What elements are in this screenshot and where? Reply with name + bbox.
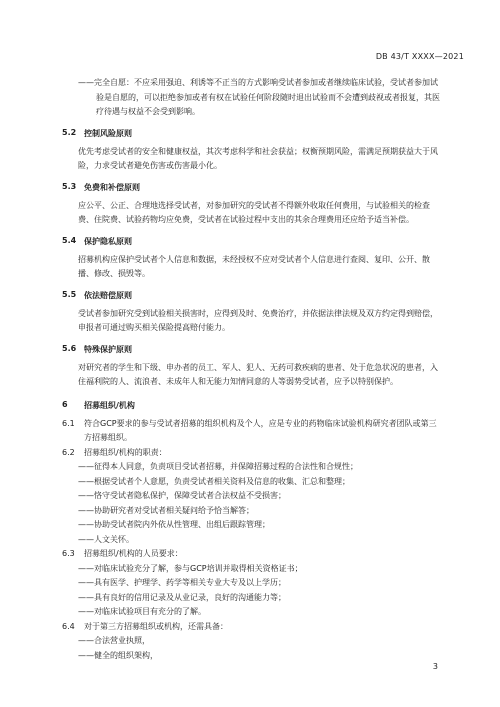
section-body: 招募机构应保护受试者个人信息和数据，未经授权不应对受试者个人信息进行查阅、复印、公开、散播、修改、损毁等。 <box>78 254 430 278</box>
section-5-3 <box>62 182 444 228</box>
list-item: ——对临床试验充分了解，参与GCP培训并取得相关资格证书； <box>78 563 303 573</box>
chapter-title: 招募组织/机构 <box>84 400 135 410</box>
section-number: 5.2 <box>62 127 77 137</box>
section-number: 5.6 <box>62 343 77 353</box>
section-title: 免费和补偿原则 <box>84 182 140 192</box>
item-6-1 <box>62 417 444 446</box>
section-body: 优先考虑受试者的安全和健康权益，其次考虑科学和社会获益；权衡预期风险，需满足预期获益大于风险，力求受试者避免伤害或伤害最小化。 <box>78 146 438 170</box>
chapter-number: 6 <box>62 399 68 409</box>
list-item: ——恪守受试者隐私保护，保障受试者合法权益不受损害； <box>78 491 286 500</box>
section-5-6 <box>62 344 444 390</box>
list-item: ——健全的组织架构， <box>78 650 158 660</box>
section-5-5 <box>62 290 444 336</box>
chapter-6-heading <box>62 400 444 411</box>
item-text: 对于第三方招募组织或机构，还需具备： <box>84 621 228 631</box>
list-item: ——人文关怀。 <box>78 534 134 544</box>
section-number: 5.4 <box>62 235 77 245</box>
section-number: 5.5 <box>62 289 77 299</box>
item-number: 6.3 <box>62 549 75 558</box>
item-6-2 <box>62 446 444 461</box>
item-number: 6.4 <box>62 621 75 631</box>
list-item: ——对临床试验项目有充分的了解。 <box>78 607 206 616</box>
section-title: 依法赔偿原则 <box>84 290 132 300</box>
list-item: ——协助研究者对受试者相关疑问给予恰当解答； <box>78 505 254 515</box>
list-item: ——具有良好的信用记录及从业记录，良好的沟通能力等； <box>78 592 286 602</box>
item-text: 符合GCP要求的参与受试者招募的组织机构及个人，应是专业的药物临床试验机构研究者团队或第三方招募组织。 <box>84 418 437 442</box>
page-content <box>62 76 444 663</box>
list-item: ——协助受试者院内外依从性管理、出组后跟踪管理； <box>78 520 270 529</box>
section-5-4 <box>62 236 444 282</box>
standard-code: DB 43/T XXXX—2021 <box>375 52 464 61</box>
section-title: 特殊保护原则 <box>84 344 132 354</box>
item-number: 6.1 <box>62 418 75 428</box>
list-item: ——征得本人同意，负责项目受试者招募，并保障招募过程的合法性和合规性； <box>78 462 358 471</box>
section-body: 对研究者的学生和下级、申办者的员工、军人、犯人、无药可救疾病的患者、处于危急状况的患者，入住福利院的人、流浪者、未成年人和无能力知情同意的人等弱势受试者，应予以特别保护。 <box>78 362 438 386</box>
item-text: 招募组织/机构的人员要求： <box>84 549 183 558</box>
section-title: 控制风险原则 <box>84 128 132 138</box>
list-item: ——合法营业执照， <box>78 636 150 645</box>
item-number: 6.2 <box>62 447 75 457</box>
item-6-4 <box>62 620 444 635</box>
page-number: 3 <box>432 662 438 671</box>
section-5-2 <box>62 128 444 174</box>
section-number: 5.3 <box>62 181 77 191</box>
item-text: 招募组织/机构的职责： <box>84 447 167 457</box>
section-body: 应公平、公正、合理地选择受试者，对参加研究的受试者不得额外收取任何费用，与试验相关的检查费、住院费、试验药物均应免费，受试者在试验过程中支出的其余合理费用还应给予适当补偿。 <box>78 200 430 224</box>
list-item: ——具有医学、护理学、药学等相关专业大专及以上学历； <box>78 578 286 587</box>
item-6-3 <box>62 547 444 562</box>
list-item: ——根据受试者个人意愿，负责受试者相关资料及信息的收集、汇总和整理； <box>78 476 350 486</box>
intro-item: ——完全自愿：不应采用强迫、利诱等不正当的方式影响受试者参加或者继续临床试验，受试者参加试验是自愿的，可以拒绝参加或者有权在试验任何阶段随时退出试验而不会遭到歧视或者报复，其医疗待遇与权益不会受到影响。 <box>78 78 440 116</box>
section-title: 保护隐私原则 <box>84 236 132 246</box>
section-body: 受试者参加研究受到试验相关损害时，应得到及时、免费治疗，并依据法律法规及双方约定得到赔偿，申报者可通过购买相关保险提高赔付能力。 <box>78 308 438 332</box>
